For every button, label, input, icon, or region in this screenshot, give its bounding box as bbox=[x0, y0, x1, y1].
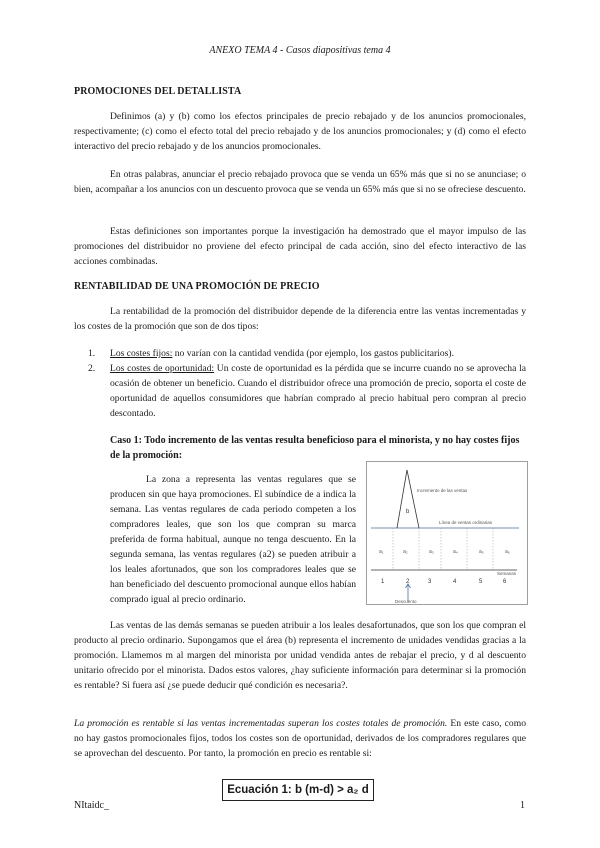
week-tick-label: 1 bbox=[381, 579, 385, 585]
sales-peak bbox=[397, 470, 419, 528]
section-title-promociones: PROMOCIONES DEL DETALLISTA bbox=[74, 86, 242, 97]
week-tick-label: 6 bbox=[503, 579, 507, 585]
footer-author: NItaidc_ bbox=[74, 800, 109, 811]
list-text: no varían con la cantidad vendida (por ejemplo, los gastos publicitarios). bbox=[172, 348, 454, 359]
paragraph-promocion-rentable bbox=[74, 716, 526, 761]
paragraph-rest: En este caso, como no hay gastos promocionales fijos, todos los costes son de oportunidad, derivados de los compradores regulares que se aprovechan del descuento. Por tanto, la promoción en precio es rentable si: bbox=[74, 718, 526, 759]
discount-annotation: Descuento bbox=[395, 599, 417, 604]
paragraph-definitions: Definimos (a) y (b) como los efectos principales de precio rebajado y de los anuncios promocionales, respectivamente; (c) como el efecto total del precio rebajado y de los anuncios promocionales; y (d) como el efecto interactivo del precio rebajado y de los anuncios promocionales. bbox=[74, 111, 526, 152]
week-tick-label: 5 bbox=[479, 579, 483, 585]
equation-box: Ecuación 1: b (m-d) > a₂ d bbox=[222, 779, 374, 801]
paragraph-rentabilidad-intro: La rentabilidad de la promoción del distribuidor depende de la diferencia entre las ventas incrementadas y los costes de la promoción que son de dos tipos: bbox=[74, 306, 526, 332]
section-title-rentabilidad: RENTABILIDAD DE UNA PROMOCIÓN DE PRECIO bbox=[74, 281, 320, 292]
region-label: a₃ bbox=[429, 549, 434, 555]
list-number: 1. bbox=[88, 348, 96, 359]
page-header: ANEXO TEMA 4 - Casos diapositivas tema 4 bbox=[209, 45, 391, 56]
sales-chart-svg bbox=[367, 462, 527, 604]
list-term: Los costes de oportunidad: bbox=[110, 363, 215, 374]
region-label: a₁ bbox=[379, 549, 384, 555]
italic-statement: La promoción es rentable si las ventas incrementadas superan los costes totales de promoción. bbox=[74, 718, 448, 729]
paragraph-zona-a: La zona a representa las ventas regulares que se producen sin que haya promociones. El subíndice de a indica la semana. Las ventas regulares de cada periodo competen a los compradores leales, que son los que compran su marca preferida de forma habitual, aunque no tenga descuento. En la segunda semana, las ventas regulares (a2) se pueden atribuir a los leales afortunados, que son los compradores leales que se han beneficiado del descuento promocional aunque ellos habían comprado igual al precio ordinario. bbox=[110, 474, 356, 605]
regular-sales-annotation: Línea de ventas ordinarias bbox=[439, 520, 493, 525]
case-title: Caso 1: Todo incremento de las ventas resulta beneficioso para el minorista, y no hay costes fijos de la promoción: bbox=[110, 435, 520, 461]
region-label: a₄ bbox=[453, 549, 458, 555]
sales-chart bbox=[366, 461, 528, 605]
week-tick-label: 2 bbox=[406, 579, 410, 585]
peak-label: b bbox=[406, 509, 410, 515]
list-text: Un coste de oportunidad es la pérdida que se incurre cuando no se aprovecha la ocasión de obtener un beneficio. Cuando el distribuidor ofrece una promoción de precio, soporta el coste de oportunidad de aquellos consumidores que habrían comprado al precio habitual pero compran al precio descontado. bbox=[110, 363, 526, 419]
week-tick-label: 4 bbox=[453, 579, 457, 585]
region-label: a₆ bbox=[505, 549, 510, 555]
paragraph-definiciones-importantes: Estas definiciones son importantes porque la investigación ha demostrado que el mayor impulso de las promociones del distribuidor no proviene del efecto principal de cada acción, sino del efecto interactivo de las acciones combinadas. bbox=[74, 226, 526, 267]
x-axis-label: Semanas bbox=[497, 571, 517, 576]
paragraph-leales-desafortunados: Las ventas de las demás semanas se pueden atribuir a los leales desafortunados, que son los que compran el producto al precio ordinario. Supongamos que el área (b) representa el incremento de unidades vendidas gracias a la promoción. Llamemos m al margen del minorista por unidad vendida antes de rebajar el precio, y d al descuento unitario ofrecido por el minorista. Dados estos valores, ¿hay suficiente información para determinar si la promoción es rentable? Si fuera así ¿se puede deducir qué condición es necesaria?. bbox=[74, 620, 526, 691]
list-term: Los costes fijos: bbox=[110, 348, 173, 359]
page-number: 1 bbox=[520, 800, 525, 811]
region-label: a₂ bbox=[403, 549, 408, 555]
increment-annotation: Incremento de las ventas bbox=[417, 488, 468, 493]
list-number: 2. bbox=[88, 363, 96, 374]
paragraph-otras-palabras: En otras palabras, anunciar el precio rebajado provoca que se venda un 65% más que si no se anunciase; o bien, acompañar a los anuncios con un descuento provoca que se venda un 65% más que si no se ofreciese descuento. bbox=[74, 169, 526, 195]
list-item-costes-oportunidad bbox=[88, 361, 526, 421]
week-tick-label: 3 bbox=[428, 579, 432, 585]
region-label: a₅ bbox=[479, 549, 484, 555]
list-item-costes-fijos bbox=[88, 346, 526, 361]
